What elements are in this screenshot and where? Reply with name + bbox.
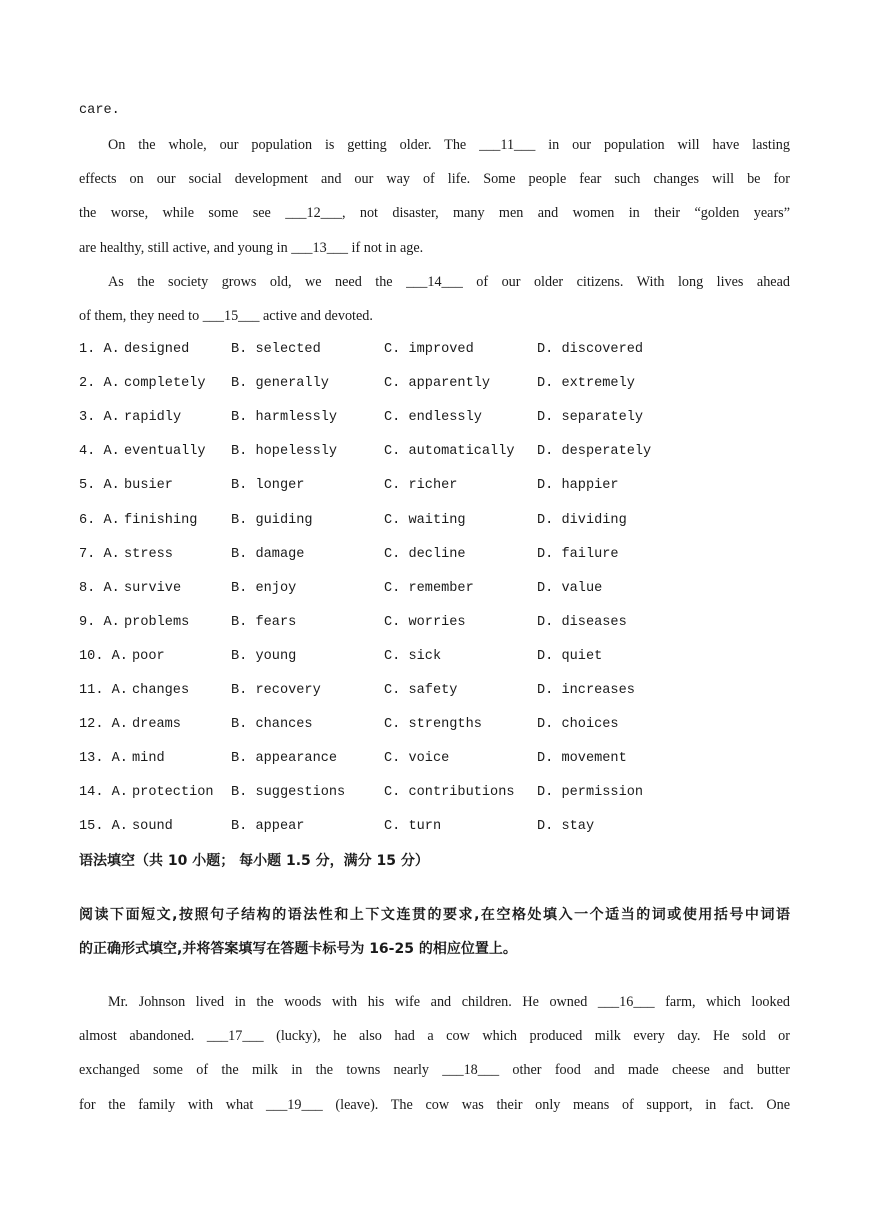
question-number: 5. A. <box>79 478 120 493</box>
section-instructions-line: 的正确形式填空,并将答案填写在答题卡标号为 16-25 的相应位置上。 <box>79 941 517 957</box>
passage-line: Mr. Johnson lived in the woods with his wife and children. He owned ___16___ farm, which looked <box>108 994 790 1010</box>
option-a: completely <box>124 376 206 391</box>
option-a: protection <box>132 785 214 800</box>
option-d: D. discovered <box>537 342 644 357</box>
section-title: 语法填空（共 10 小题； 每小题 1.5 分，满分 15 分） <box>79 853 429 869</box>
option-a: eventually <box>124 444 206 459</box>
option-b: B. guiding <box>231 513 313 528</box>
option-d: D. extremely <box>537 376 635 391</box>
option-b: B. recovery <box>231 683 321 698</box>
option-a: poor <box>132 649 165 664</box>
question-number: 6. A. <box>79 513 120 528</box>
option-a: designed <box>124 342 190 357</box>
option-d: D. happier <box>537 478 619 493</box>
option-b: B. appear <box>231 819 305 834</box>
option-c: C. contributions <box>384 785 515 800</box>
question-number: 14. A. <box>79 785 128 800</box>
option-d: D. separately <box>537 410 644 425</box>
option-d: D. value <box>537 581 603 596</box>
question-number: 1. A. <box>79 342 120 357</box>
option-b: B. generally <box>231 376 329 391</box>
question-number: 15. A. <box>79 819 128 834</box>
passage-line: the worse, while some see ___12___, not disaster, many men and women in their “golden years” <box>79 205 790 221</box>
option-d: D. increases <box>537 683 635 698</box>
option-b: B. longer <box>231 478 305 493</box>
option-a: sound <box>132 819 173 834</box>
option-c: C. endlessly <box>384 410 482 425</box>
option-c: C. improved <box>384 342 474 357</box>
passage-line: care. <box>79 103 120 118</box>
option-b: B. enjoy <box>231 581 297 596</box>
option-b: B. harmlessly <box>231 410 338 425</box>
option-d: D. stay <box>537 819 595 834</box>
option-c: C. apparently <box>384 376 491 391</box>
passage-line: of them, they need to ___15___ active and devoted. <box>79 308 373 324</box>
option-a: mind <box>132 751 165 766</box>
option-c: C. richer <box>384 478 458 493</box>
passage-line: As the society grows old, we need the ___14___ of our older citizens. With long lives ahead <box>108 274 790 290</box>
option-b: B. fears <box>231 615 297 630</box>
option-c: C. strengths <box>384 717 482 732</box>
option-b: B. hopelessly <box>231 444 338 459</box>
option-a: busier <box>124 478 173 493</box>
option-c: C. voice <box>384 751 450 766</box>
option-c: C. automatically <box>384 444 515 459</box>
option-d: D. desperately <box>537 444 652 459</box>
option-d: D. choices <box>537 717 619 732</box>
passage-line: exchanged some of the milk in the towns nearly ___18___ other food and made cheese and butter <box>79 1062 790 1078</box>
option-a: finishing <box>124 513 198 528</box>
option-a: dreams <box>132 717 181 732</box>
option-a: changes <box>132 683 190 698</box>
option-b: B. suggestions <box>231 785 346 800</box>
option-d: D. failure <box>537 547 619 562</box>
passage-line: for the family with what ___19___ (leave). The cow was their only means of support, in fact. One <box>79 1097 790 1113</box>
option-d: D. dividing <box>537 513 627 528</box>
question-number: 2. A. <box>79 376 120 391</box>
option-a: survive <box>124 581 182 596</box>
question-number: 13. A. <box>79 751 128 766</box>
option-b: B. selected <box>231 342 321 357</box>
question-number: 9. A. <box>79 615 120 630</box>
option-a: problems <box>124 615 190 630</box>
section-instructions-line: 阅读下面短文,按照句子结构的语法性和上下文连贯的要求,在空格处填入一个适当的词或使用括号中词语 <box>79 907 790 923</box>
option-c: C. decline <box>384 547 466 562</box>
option-a: rapidly <box>124 410 182 425</box>
option-c: C. safety <box>384 683 458 698</box>
option-b: B. appearance <box>231 751 338 766</box>
option-c: C. turn <box>384 819 442 834</box>
question-number: 4. A. <box>79 444 120 459</box>
option-c: C. remember <box>384 581 474 596</box>
question-number: 10. A. <box>79 649 128 664</box>
question-number: 12. A. <box>79 717 128 732</box>
option-c: C. worries <box>384 615 466 630</box>
passage-line: On the whole, our population is getting older. The ___11___ in our population will have lasting <box>108 137 790 153</box>
passage-line: are healthy, still active, and young in ___13___ if not in age. <box>79 240 424 256</box>
question-number: 3. A. <box>79 410 120 425</box>
option-b: B. chances <box>231 717 313 732</box>
option-a: stress <box>124 547 173 562</box>
question-number: 8. A. <box>79 581 120 596</box>
option-d: D. movement <box>537 751 627 766</box>
passage-line: almost abandoned. ___17___ (lucky), he also had a cow which produced milk every day. He sold or <box>79 1028 790 1044</box>
question-number: 7. A. <box>79 547 120 562</box>
option-d: D. permission <box>537 785 644 800</box>
option-d: D. quiet <box>537 649 603 664</box>
option-b: B. young <box>231 649 297 664</box>
passage-line: effects on our social development and our way of life. Some people fear such changes will be for <box>79 171 790 187</box>
question-number: 11. A. <box>79 683 128 698</box>
option-c: C. sick <box>384 649 442 664</box>
option-c: C. waiting <box>384 513 466 528</box>
option-b: B. damage <box>231 547 305 562</box>
option-d: D. diseases <box>537 615 627 630</box>
